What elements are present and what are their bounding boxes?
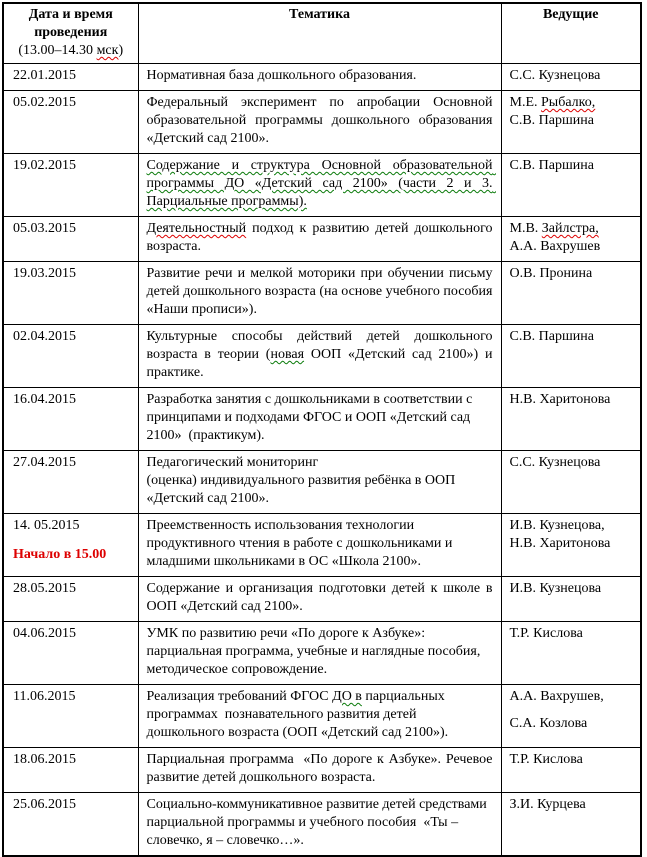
leaders-cell: [501, 793, 641, 857]
leaders-cell: [501, 388, 641, 451]
date-cell: [3, 154, 138, 217]
table-row: [3, 793, 641, 857]
leaders-cell: [501, 622, 641, 685]
session-date: 18.06.2015: [13, 752, 76, 767]
topic-cell: [138, 154, 501, 217]
text-segment: С.С. Кузнецова: [509, 455, 601, 470]
session-date: 14. 05.2015: [13, 518, 80, 533]
leader-name: [510, 112, 637, 130]
session-date: 19.02.2015: [13, 158, 76, 173]
leader-name: [510, 94, 637, 112]
leader-name: [510, 535, 637, 553]
grammar-squiggle: ДО в: [332, 689, 362, 704]
table-body: [3, 64, 641, 857]
header-leaders-column: Ведущие: [501, 3, 641, 64]
topic-cell: [138, 793, 501, 857]
misspelling-squiggle: Рыбалко,: [541, 95, 596, 110]
text-segment: Нормативная база дошкольного образования.: [146, 68, 417, 83]
text-segment: А.А. Вахрушев: [509, 239, 601, 254]
header-date-line1: Дата и время: [28, 7, 113, 22]
text-segment: Т.Р. Кислова: [509, 626, 583, 641]
session-date: 16.04.2015: [13, 392, 76, 407]
text-segment: Содержание и организация подготовки детей к школе в ООП «Детский сад 2100».: [146, 581, 496, 614]
text-segment: М.Е.: [509, 95, 541, 110]
text-segment: Н.В. Харитонова: [509, 392, 611, 407]
topic-cell: [138, 64, 501, 91]
leaders-cell: [501, 91, 641, 154]
header-row: [3, 3, 641, 64]
header-topic-column: Тематика: [138, 3, 501, 64]
leaders-cell: [501, 217, 641, 262]
header-date-column: [3, 3, 138, 64]
leader-name: [510, 688, 637, 706]
text-segment: Разработка занятия с дошкольниками в соответствии с принципами и подходами ФГОС и ООП «Детский сад 2100» (практикум).: [146, 392, 476, 443]
session-date: 11.06.2015: [13, 689, 76, 704]
grammar-squiggle: Содержание и структура Основной образовательной программы ДО «Детский сад 2100» (части 2 и 3. Парциальные программы).: [146, 158, 496, 209]
table-row: [3, 262, 641, 325]
topic-cell: [138, 514, 501, 577]
text-segment: Развитие речи и мелкой моторики при обучении письму детей дошкольного возраста (на основе учебного пособия «Наши прописи»).: [146, 266, 496, 317]
date-cell: [3, 262, 138, 325]
leader-name: [510, 67, 637, 85]
leaders-cell: [501, 154, 641, 217]
leader-name: [510, 517, 637, 535]
text-segment: подход к развитию детей дошкольного возраста.: [146, 221, 496, 254]
text-segment: М.В.: [509, 221, 542, 236]
table-row: [3, 217, 641, 262]
topic-cell: [138, 451, 501, 514]
topic-cell: [138, 91, 501, 154]
topic-cell: [138, 217, 501, 262]
text-segment: ): [118, 43, 124, 58]
date-cell: [3, 748, 138, 793]
text-segment: (оценка) индивидуального развития ребёнка в ООП «Детский сад 2100».: [146, 473, 459, 506]
header-date-line2: проведения: [34, 25, 108, 40]
misspelling-squiggle: Деятельностный: [146, 221, 247, 236]
session-date: 04.06.2015: [13, 626, 76, 641]
leader-name: [510, 625, 637, 643]
leaders-cell: [501, 577, 641, 622]
date-cell: [3, 577, 138, 622]
leader-name: [510, 454, 637, 472]
date-cell: [3, 325, 138, 388]
leaders-cell: [501, 64, 641, 91]
text-segment: Т.Р. Кислова: [509, 752, 583, 767]
text-segment: Реализация требований ФГОС: [146, 689, 333, 704]
leaders-cell: [501, 685, 641, 748]
topic-cell: [138, 262, 501, 325]
text-segment: ООП «Детский сад 2100») и практике.: [146, 347, 496, 380]
date-cell: [3, 793, 138, 857]
topic-cell: [138, 388, 501, 451]
topic-cell: [138, 577, 501, 622]
text-segment: С.В. Паршина: [509, 158, 594, 173]
leaders-cell: [501, 451, 641, 514]
session-date: 05.03.2015: [13, 221, 76, 236]
topic-cell: [138, 748, 501, 793]
date-cell: [3, 514, 138, 577]
table-row: [3, 577, 641, 622]
topic-cell: [138, 685, 501, 748]
session-date: 28.05.2015: [13, 581, 76, 596]
text-segment: И.В. Кузнецова: [509, 581, 602, 596]
text-segment: О.В. Пронина: [509, 266, 593, 281]
webinar-schedule-table: [2, 2, 642, 857]
leader-name: [510, 328, 637, 346]
misspelling-squiggle: Зайлстра,: [541, 221, 599, 236]
table-row: [3, 91, 641, 154]
leader-name: [510, 220, 637, 238]
text-segment: Федеральный эксперимент по апробации Основной образовательной программы дошкольного образования «Детский сад 2100».: [146, 95, 496, 146]
session-start-note: Начало в 15.00: [13, 547, 107, 562]
leader-name: [510, 238, 637, 256]
text-segment: парциальных программах познавательного развития детей дошкольного возраста (ООП «Детский сад 2100»).: [146, 689, 449, 740]
leaders-cell: [501, 514, 641, 577]
leaders-cell: [501, 262, 641, 325]
table-row: [3, 451, 641, 514]
table-row: [3, 514, 641, 577]
leader-name: [510, 751, 637, 769]
session-date: 22.01.2015: [13, 68, 76, 83]
session-date: 02.04.2015: [13, 329, 76, 344]
leader-name: [510, 715, 637, 733]
leader-name: [510, 391, 637, 409]
topic-cell: [138, 622, 501, 685]
text-segment: З.И. Курцева: [509, 797, 586, 812]
text-segment: С.В. Паршина: [509, 113, 594, 128]
text-segment: Педагогический мониторинг: [146, 455, 319, 470]
text-segment: Социально-коммуникативное развитие детей средствами парциальной программы и учебного пособия «Ты – словечко, я – словечко…».: [146, 797, 491, 848]
text-segment: Преемственность использования технологии продуктивного чтения в работе с дошкольниками и младшими школьниками в ОС «Школа 2100».: [146, 518, 456, 569]
date-cell: [3, 622, 138, 685]
leader-name: [510, 580, 637, 598]
text-segment: Культурные способы действий детей дошкольного возраста в теории (: [146, 329, 496, 362]
date-cell: [3, 64, 138, 91]
topic-cell: [138, 325, 501, 388]
text-segment: (13.00–14.30: [18, 43, 97, 58]
date-cell: [3, 451, 138, 514]
session-date: 27.04.2015: [13, 455, 76, 470]
session-date: 25.06.2015: [13, 797, 76, 812]
date-cell: [3, 217, 138, 262]
misspelling-squiggle: мск: [96, 43, 119, 58]
table-row: [3, 325, 641, 388]
leader-name: [510, 157, 637, 175]
text-segment: Парциальная программа «По дороге к Азбуке». Речевое развитие детей дошкольного возраста.: [146, 752, 496, 785]
header-time-range: [8, 42, 134, 60]
leader-name: [510, 796, 637, 814]
leaders-cell: [501, 748, 641, 793]
leaders-cell: [501, 325, 641, 388]
date-cell: [3, 388, 138, 451]
table-row: [3, 622, 641, 685]
grammar-squiggle: новая: [270, 347, 305, 362]
text-segment: Н.В. Харитонова: [509, 536, 611, 551]
text-segment: С.А. Козлова: [509, 716, 588, 731]
text-segment: А.А. Вахрушев,: [509, 689, 604, 704]
session-date: 05.02.2015: [13, 95, 76, 110]
table-header: [3, 3, 641, 64]
session-date: 19.03.2015: [13, 266, 76, 281]
table-row: [3, 748, 641, 793]
text-segment: И.В. Кузнецова,: [509, 518, 605, 533]
date-cell: [3, 685, 138, 748]
table-row: [3, 388, 641, 451]
leader-name: [510, 265, 637, 283]
date-cell: [3, 91, 138, 154]
text-segment: С.С. Кузнецова: [509, 68, 601, 83]
table-row: [3, 685, 641, 748]
table-row: [3, 154, 641, 217]
table-row: [3, 64, 641, 91]
text-segment: С.В. Паршина: [509, 329, 594, 344]
text-segment: УМК по развитию речи «По дороге к Азбуке»: парциальная программа, учебные и наглядные пособия, методическое сопровождение.: [146, 626, 484, 677]
